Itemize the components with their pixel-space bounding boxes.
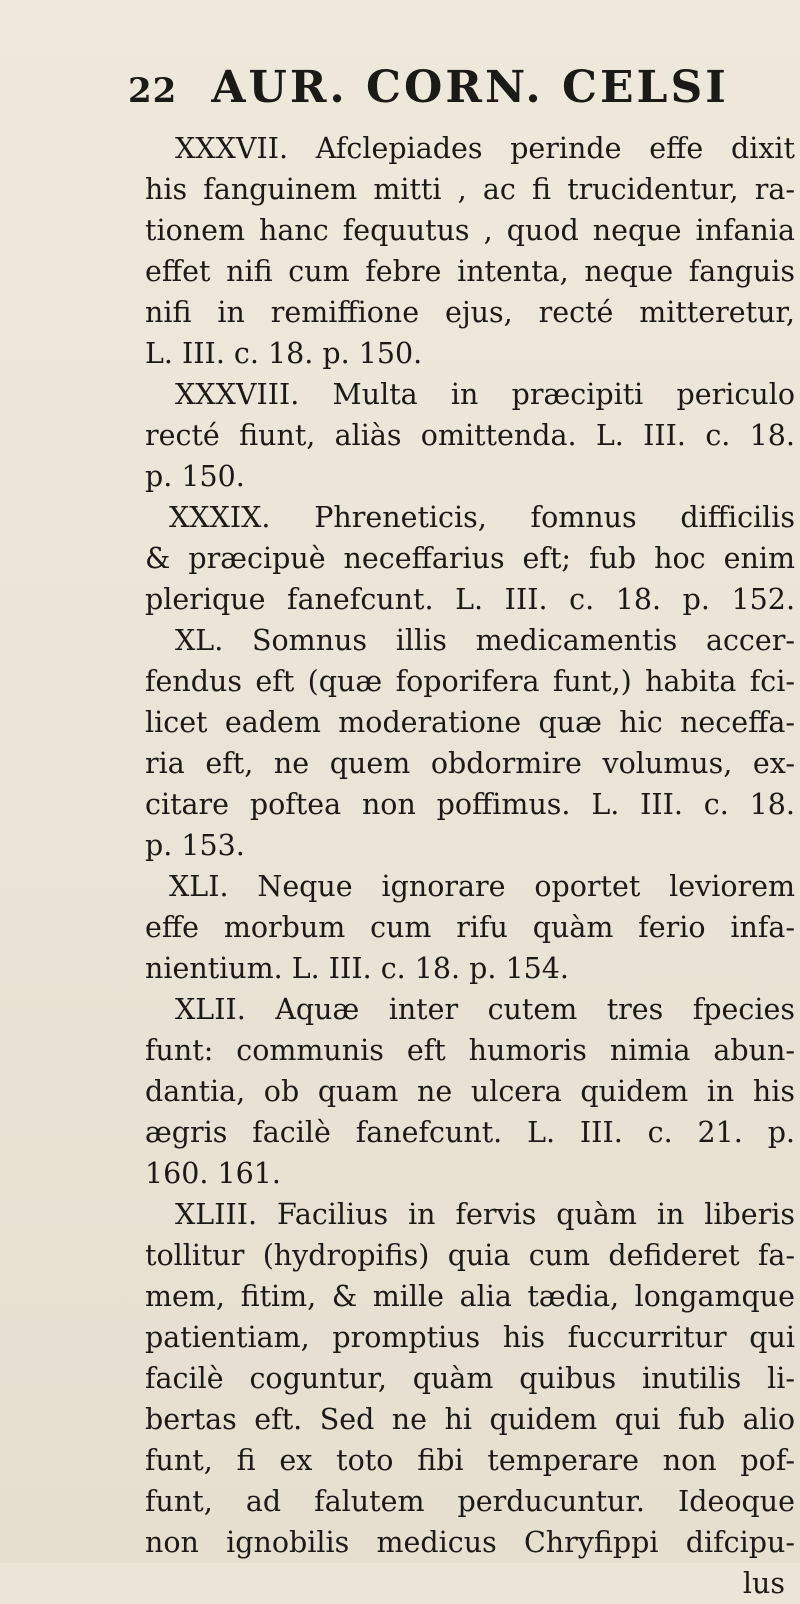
text-line: tollitur (hydropifis) quia cum defideret fa-: [145, 1239, 795, 1272]
text-line: p. 150.: [145, 460, 245, 493]
text-line: XLIII. Facilius in fervis quàm in liberis: [175, 1198, 795, 1231]
text-line: ægris facilè fanefcunt. L. III. c. 21. p.: [145, 1116, 795, 1149]
running-header: [128, 62, 729, 113]
text-line: licet eadem moderatione quæ hic neceffa-: [145, 706, 795, 739]
text-line: lus: [742, 1567, 785, 1600]
text-line: patientiam, promptius his fuccurritur qui: [145, 1321, 795, 1354]
text-line: funt: communis eft humoris nimia abun-: [145, 1034, 795, 1067]
text-line: dantia, ob quam ne ulcera quidem in his: [145, 1075, 795, 1108]
text-line: fendus eft (quæ foporifera funt,) habita fci-: [145, 665, 795, 698]
text-line: & præcipuè neceffarius eft; fub hoc enim: [145, 542, 795, 575]
text-line: 160. 161.: [145, 1157, 281, 1190]
text-line: funt, ad falutem perducuntur. Ideoque: [145, 1485, 795, 1518]
text-line: funt, fi ex toto fibi temperare non pof-: [145, 1444, 795, 1477]
text-line: tionem hanc fequutus , quod neque infania: [145, 214, 795, 247]
text-line: XLII. Aquæ inter cutem tres fpecies: [175, 993, 795, 1026]
text-line: L. III. c. 18. p. 150.: [145, 337, 423, 370]
text-line: plerique fanefcunt. L. III. c. 18. p. 152.: [145, 583, 795, 616]
text-line: non ignobilis medicus Chryfippi difcipu-: [145, 1526, 795, 1559]
page-number: 22: [128, 71, 178, 111]
text-line: effe morbum cum rifu quàm ferio infa-: [145, 911, 795, 944]
text-line: p. 153.: [145, 829, 245, 862]
text-line: XLI. Neque ignorare oportet leviorem: [169, 870, 795, 903]
text-line: facilè coguntur, quàm quibus inutilis li-: [145, 1362, 795, 1395]
text-line: effet nifi cum febre intenta, neque fanguis: [145, 255, 795, 288]
text-line: nifi in remiffione ejus, recté mitteretur,: [145, 296, 795, 329]
text-line: XXXIX. Phreneticis, fomnus difficilis: [169, 501, 795, 534]
text-line: XXXVII. Afclepiades perinde effe dixit: [175, 132, 795, 165]
text-line: nientium. L. III. c. 18. p. 154.: [145, 952, 569, 985]
text-line: XXXVIII. Multa in præcipiti periculo: [175, 378, 795, 411]
text-line: XL. Somnus illis medicamentis accer-: [175, 624, 795, 657]
text-line: recté fiunt, aliàs omittenda. L. III. c. 18.: [145, 419, 795, 452]
text-line: ria eft, ne quem obdormire volumus, ex-: [145, 747, 795, 780]
text-line: mem, fitim, & mille alia tædia, longamque: [145, 1280, 795, 1313]
text-body: [145, 128, 795, 1604]
text-line: citare poftea non poffimus. L. III. c. 18.: [145, 788, 795, 821]
running-title: AUR. CORN. CELSI: [211, 62, 729, 113]
text-line: bertas eft. Sed ne hi quidem qui fub alio: [145, 1403, 795, 1436]
text-line: his fanguinem mitti , ac fi trucidentur, ra-: [145, 173, 795, 206]
